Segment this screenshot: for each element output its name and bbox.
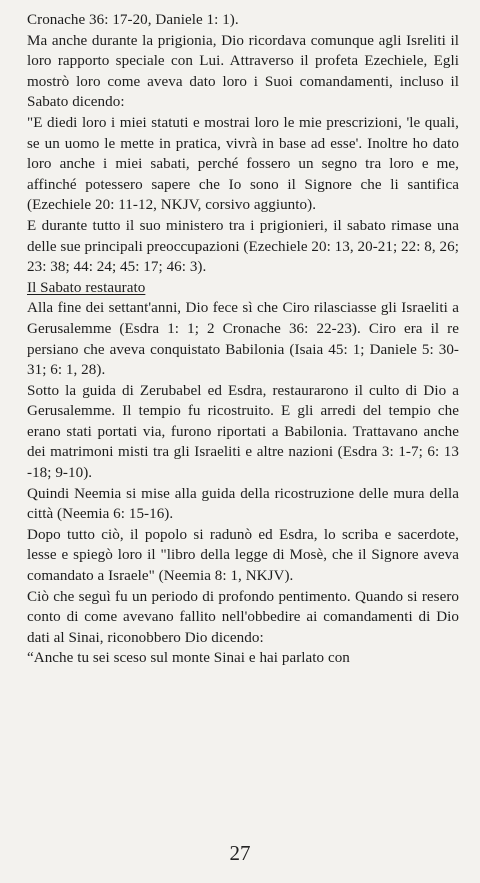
paragraph-zerubbabel: Sotto la guida di Zerubabel ed Esdra, restaurarono il culto di Dio a Gerusalemme. Il tempio fu ricostruito. E gli arredi del tempio che erano stati portati via, furono riportati a Babilonia. Trattavano anche dei matrimoni misti tra gli Israeliti e altre nazioni (Esdra 3: 1-7; 6: 13 -18; 9-10). [27, 382, 459, 482]
paragraph-ezra-reading: Dopo tutto ciò, il popolo si radunò ed Esdra, lo scriba e sacerdote, lesse e spiegò loro il "libro della legge di Mosè, che il Signore aveva comandato a Israele" (Neemia 8: 1, NKJV). [27, 526, 459, 585]
paragraph-ezekiel-quote: "E diedi loro i miei statuti e mostrai loro le mie prescrizioni, 'le quali, se un uomo le mette in pratica, vivrà in base ad esse'. Inoltre ho dato loro anche i miei sabati, perché fossero un segno tra loro e me, affinché potessero sapere che Io sono il Signore che li santifica (Ezechiele 20: 11-12, NKJV, corsivo aggiunto). [27, 114, 459, 214]
paragraph-repentance: Ciò che seguì fu un periodo di profondo pentimento. Quando si resero conto di come avevano fallito nell'obbedire ai comandamenti di Dio dati al Sinai, riconobbero Dio dicendo: [27, 588, 459, 646]
page-number: 27 [229, 841, 251, 865]
paragraph-sinai-quote: “Anche tu sei sceso sul monte Sinai e hai parlato con [27, 650, 350, 667]
paragraph-nehemiah: Quindi Neemia si mise alla guida della ricostruzione delle mura della città (Neemia 6: 15-16). [27, 485, 459, 523]
paragraph-continuation: Cronache 36: 17-20, Daniele 1: 1). [27, 12, 239, 28]
paragraph-cyrus: Alla fine dei settant'anni, Dio fece sì che Ciro rilasciasse gli Israeliti a Gerusalemme (Esdra 1: 1; 2 Cronache 36: 22-23). Ciro era il re persiano che aveva conquistato Babilonia (Isaia 45: 1; Daniele 5: 30-31; 6: 1, 28). [27, 300, 459, 379]
paragraph-captivity: Ma anche durante la prigionia, Dio ricordava comunque agli Isreliti il loro rapporto speciale con Lui. Attraverso il profeta Ezechiele, Egli mostrò loro come aveva dato loro i Suoi comandamenti, incluso il Sabato dicendo: [27, 32, 459, 111]
section-heading: Il Sabato restaurato [27, 279, 146, 296]
page-text [27, 10, 459, 669]
paragraph-sabbath-concern: E durante tutto il suo ministero tra i prigionieri, il sabato rimase una delle sue principali preoccupazioni (Ezechiele 20: 13, 20-21; 22: 8, 26; 23: 38; 44: 24; 45: 17; 46: 3). [27, 217, 459, 276]
